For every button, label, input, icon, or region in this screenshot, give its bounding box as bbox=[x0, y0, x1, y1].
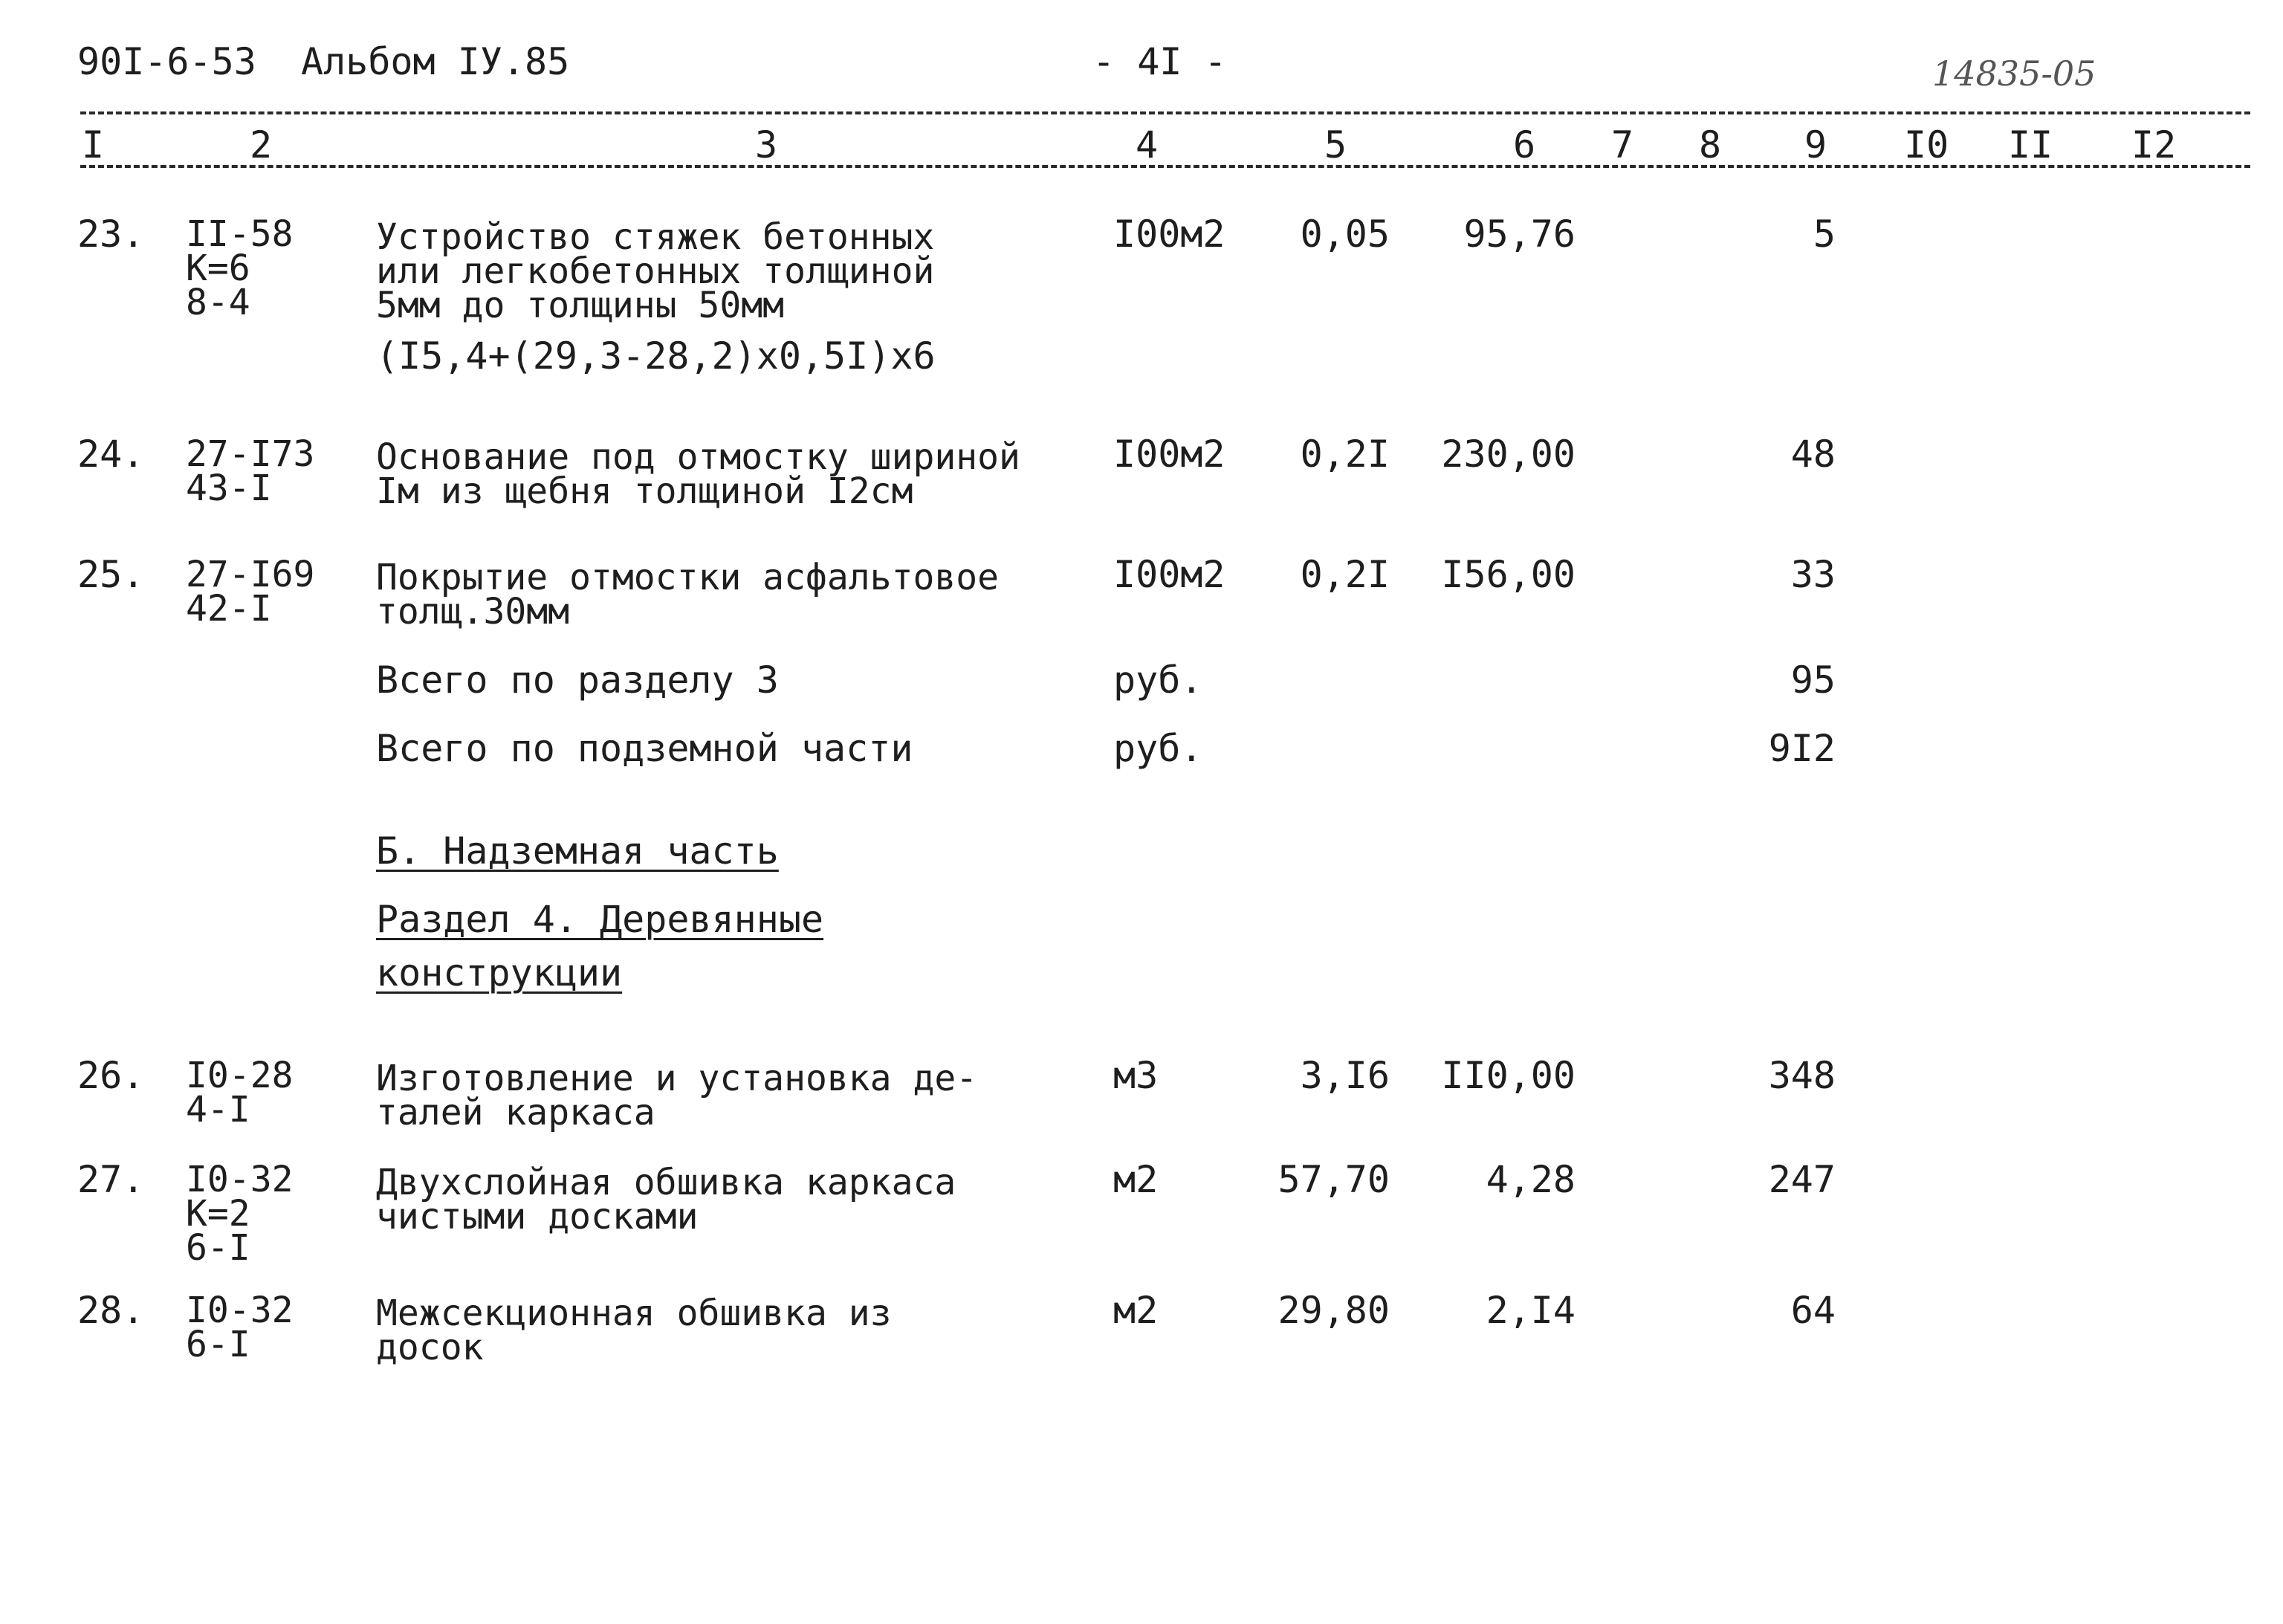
row-number: 25. bbox=[77, 553, 145, 596]
rate-code: К=2 bbox=[186, 1193, 250, 1235]
unit-price: 230,00 bbox=[1441, 433, 1576, 476]
section-heading: Раздел 4. Деревянные bbox=[376, 898, 824, 941]
top-rule bbox=[80, 111, 2250, 114]
rate-code: I0-32 bbox=[186, 1159, 294, 1200]
unit: I00м2 bbox=[1113, 433, 1225, 476]
unit: м3 bbox=[1113, 1054, 1159, 1097]
underground-total-label: Всего по подземной части bbox=[376, 727, 913, 770]
work-description: Межсекционная обшивка из bbox=[376, 1293, 892, 1334]
page-number: - 4I - bbox=[1092, 40, 1227, 83]
rate-code: 8-4 bbox=[186, 282, 250, 323]
part-heading: Б. Надземная часть bbox=[376, 829, 779, 873]
work-description: Изготовление и установка де- bbox=[376, 1058, 978, 1099]
work-description: Двухслойная обшивка каркаса bbox=[376, 1162, 956, 1203]
subtotal-label: Всего по разделу 3 bbox=[376, 659, 779, 702]
quantity: 0,2I bbox=[1300, 433, 1390, 476]
work-description: Основание под отмостку шириной bbox=[376, 436, 1020, 478]
rate-code: 4-I bbox=[186, 1089, 250, 1130]
row-number: 23. bbox=[77, 213, 145, 256]
column-header-10: I0 bbox=[1904, 123, 1949, 166]
header-bottom-rule bbox=[80, 165, 2250, 168]
work-description: чистыми досками bbox=[376, 1196, 699, 1238]
underground-total-unit: руб. bbox=[1113, 727, 1203, 770]
unit-price: 2,I4 bbox=[1486, 1289, 1576, 1332]
rate-code: I0-28 bbox=[186, 1055, 294, 1096]
unit-price: 95,76 bbox=[1463, 213, 1576, 256]
rate-code: 43-I bbox=[186, 468, 272, 509]
rate-code: II-58 bbox=[186, 213, 294, 255]
volume-formula: (I5,4+(29,3-28,2)x0,5I)x6 bbox=[376, 334, 936, 378]
work-description: Покрытие отмостки асфальтовое bbox=[376, 557, 1000, 598]
quantity: 0,05 bbox=[1300, 213, 1390, 256]
rate-code: 6-I bbox=[186, 1227, 250, 1269]
rate-code: 6-I bbox=[186, 1324, 250, 1365]
row-number: 27. bbox=[77, 1158, 145, 1201]
total-cost: 64 bbox=[1790, 1289, 1836, 1332]
work-description: досок bbox=[376, 1327, 484, 1368]
rate-code: 27-I69 bbox=[186, 554, 315, 595]
work-description: толщ.30мм bbox=[376, 591, 570, 633]
column-header-5: 5 bbox=[1324, 123, 1347, 166]
row-number: 24. bbox=[77, 433, 145, 476]
work-description: или легкобетонных толщиной bbox=[376, 250, 935, 292]
unit-price: II0,00 bbox=[1441, 1054, 1576, 1097]
unit-price: 4,28 bbox=[1486, 1158, 1576, 1201]
rate-code: К=6 bbox=[186, 248, 250, 289]
subtotal-value: 95 bbox=[1790, 659, 1836, 702]
work-description: Устройство стяжек бетонных bbox=[376, 216, 935, 258]
unit: I00м2 bbox=[1113, 213, 1225, 256]
quantity: 29,80 bbox=[1277, 1289, 1390, 1332]
column-header-6: 6 bbox=[1513, 123, 1536, 166]
handwritten-stamp: 14835-05 bbox=[1932, 54, 2096, 94]
total-cost: 247 bbox=[1768, 1158, 1836, 1201]
column-header-8: 8 bbox=[1699, 123, 1722, 166]
quantity: 0,2I bbox=[1300, 553, 1390, 596]
work-description: 5мм до толщины 50мм bbox=[376, 285, 785, 326]
column-header-4: 4 bbox=[1136, 123, 1159, 166]
rate-code: 27-I73 bbox=[186, 433, 315, 475]
total-cost: 5 bbox=[1813, 213, 1836, 256]
underground-total-value: 9I2 bbox=[1768, 727, 1836, 770]
total-cost: 48 bbox=[1790, 433, 1836, 476]
total-cost: 33 bbox=[1790, 553, 1836, 596]
subtotal-unit: руб. bbox=[1113, 659, 1203, 702]
column-header-11: II bbox=[2008, 123, 2053, 166]
document-code: 90I-6-53 Альбом IУ.85 bbox=[77, 40, 570, 83]
column-header-3: 3 bbox=[755, 123, 778, 166]
unit: I00м2 bbox=[1113, 553, 1225, 596]
unit: м2 bbox=[1113, 1289, 1159, 1332]
column-header-2: 2 bbox=[250, 123, 273, 166]
row-number: 28. bbox=[77, 1289, 145, 1332]
column-header-12: I2 bbox=[2131, 123, 2177, 166]
column-header-9: 9 bbox=[1804, 123, 1827, 166]
total-cost: 348 bbox=[1768, 1054, 1836, 1097]
rate-code: 42-I bbox=[186, 588, 272, 630]
column-header-1: I bbox=[82, 123, 105, 166]
quantity: 3,I6 bbox=[1300, 1054, 1390, 1097]
unit-price: I56,00 bbox=[1441, 553, 1576, 596]
unit: м2 bbox=[1113, 1158, 1159, 1201]
quantity: 57,70 bbox=[1277, 1158, 1390, 1201]
column-header-7: 7 bbox=[1611, 123, 1634, 166]
row-number: 26. bbox=[77, 1054, 145, 1097]
section-heading-continuation: конструкции bbox=[376, 951, 623, 994]
rate-code: I0-32 bbox=[186, 1290, 294, 1331]
work-description: Iм из щебня толщиной I2см bbox=[376, 470, 913, 512]
work-description: талей каркаса bbox=[376, 1092, 655, 1133]
